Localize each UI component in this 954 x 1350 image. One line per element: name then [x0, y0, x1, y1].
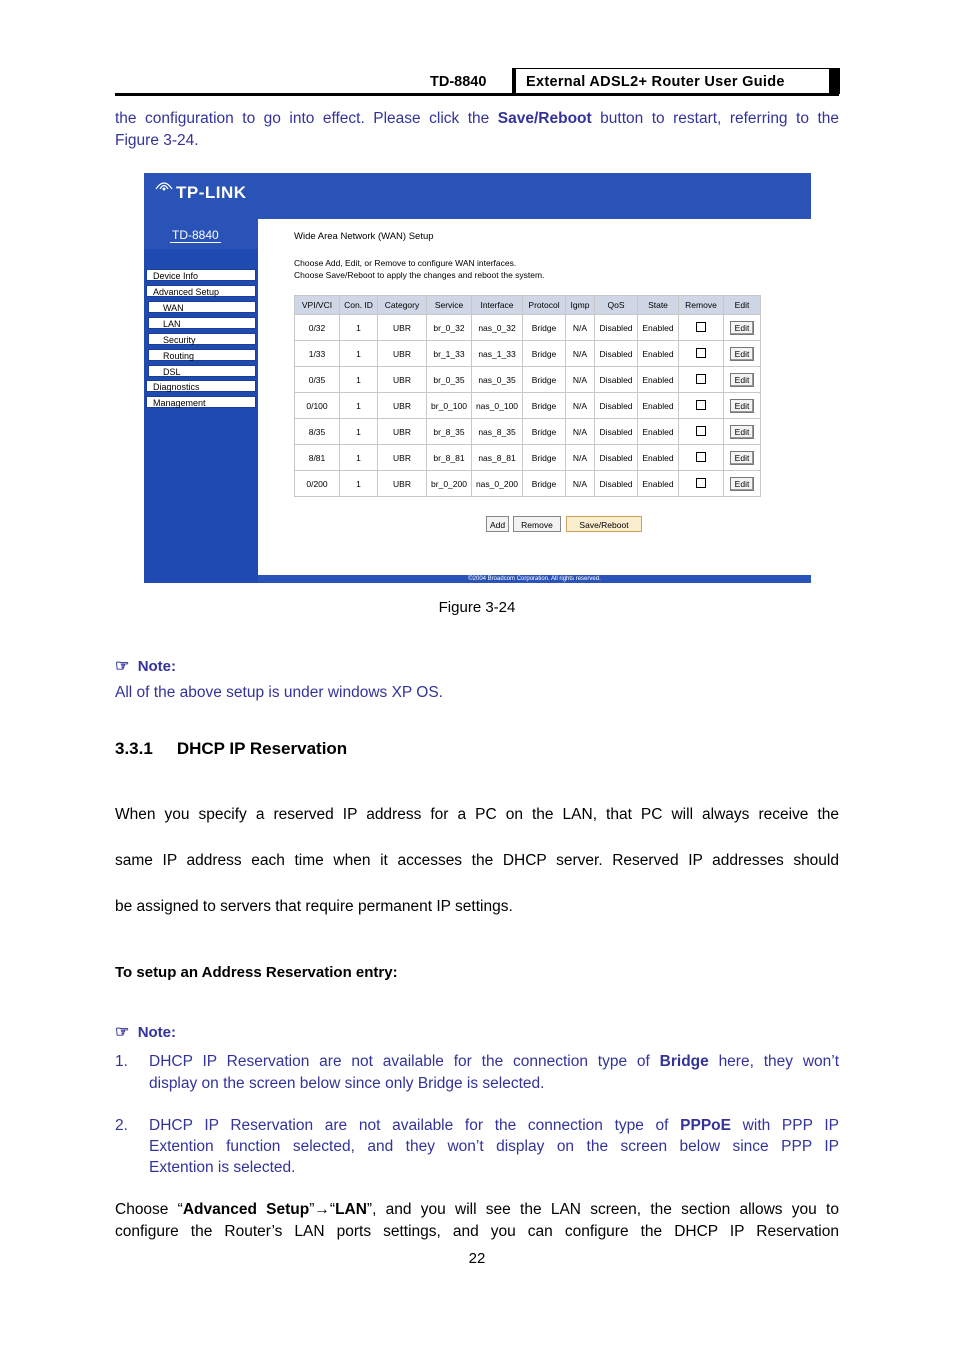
table-cell: N/A — [566, 471, 594, 496]
menu-advanced-setup[interactable]: Advanced Setup — [146, 285, 256, 297]
add-button[interactable]: Add — [486, 516, 509, 532]
menu-dsl[interactable]: DSL — [148, 365, 256, 377]
note2-item1-line1: DHCP IP Reservation are not available for the connection type of Bridge here, they won’t — [149, 1053, 840, 1070]
table-cell: 1/33 — [295, 341, 339, 366]
note2-item1-number: 1. — [115, 1053, 128, 1070]
setup-heading: To setup an Address Reservation entry: — [115, 964, 398, 981]
table-cell: Bridge — [523, 367, 565, 392]
remove-cell — [679, 341, 723, 366]
intro-line1: the configuration to go into effect. Please click the Save/Reboot button to restart, referring to the — [115, 110, 839, 127]
table-cell: br_8_81 — [427, 445, 471, 470]
table-cell: N/A — [566, 445, 594, 470]
edit-cell — [724, 393, 760, 418]
table-cell: UBR — [378, 471, 426, 496]
table-cell: 1 — [340, 341, 377, 366]
table-cell: Enabled — [638, 445, 678, 470]
note2-item2-line1: DHCP IP Reservation are not available for the connection type of PPPoE with PPP IP — [149, 1117, 839, 1134]
table-cell: nas_8_81 — [472, 445, 522, 470]
edit-button[interactable]: Edit — [730, 347, 755, 361]
table-cell: nas_0_35 — [472, 367, 522, 392]
para1-line3: be assigned to servers that require permanent IP settings. — [115, 898, 513, 915]
table-cell: UBR — [378, 367, 426, 392]
col-igmp: Igmp — [566, 296, 594, 314]
edit-cell — [724, 419, 760, 444]
note2-item1-line2: display on the screen below since only Bridge is selected. — [149, 1075, 545, 1092]
table-cell: br_0_35 — [427, 367, 471, 392]
table-cell: Disabled — [595, 341, 637, 366]
edit-button[interactable]: Edit — [730, 399, 755, 413]
table-cell: 1 — [340, 445, 377, 470]
col-interface: Interface — [472, 296, 522, 314]
table-cell: nas_0_32 — [472, 315, 522, 340]
table-cell: Bridge — [523, 445, 565, 470]
table-cell: 1 — [340, 471, 377, 496]
section-heading: 3.3.1 DHCP IP Reservation — [115, 739, 348, 758]
note2-item2-line2: Extention function selected, and they won’t display on the screen below since PPP IP — [149, 1138, 839, 1155]
table-cell: N/A — [566, 393, 594, 418]
final-line2: configure the Router’s LAN ports settings, and you can configure the DHCP IP Reservation — [115, 1223, 839, 1240]
table-cell: 1 — [340, 367, 377, 392]
col-edit: Edit — [724, 296, 760, 314]
table-cell: Enabled — [638, 471, 678, 496]
remove-button[interactable]: Remove — [513, 516, 561, 532]
table-cell: br_1_33 — [427, 341, 471, 366]
tp-link-logo: TP-LINK — [176, 183, 247, 202]
menu-device-info[interactable]: Device Info — [146, 269, 256, 281]
note1-heading: ☞ Note: — [115, 658, 177, 675]
remove-cell — [679, 367, 723, 392]
table-row — [295, 341, 760, 366]
remove-checkbox[interactable] — [696, 426, 706, 436]
table-cell: br_0_32 — [427, 315, 471, 340]
edit-button[interactable]: Edit — [730, 321, 755, 335]
table-cell: 8/35 — [295, 419, 339, 444]
menu-security[interactable]: Security — [148, 333, 256, 345]
col-service: Service — [427, 296, 471, 314]
table-cell: 0/32 — [295, 315, 339, 340]
edit-button[interactable]: Edit — [730, 477, 755, 491]
remove-checkbox[interactable] — [696, 322, 706, 332]
edit-cell — [724, 445, 760, 470]
table-cell: br_0_200 — [427, 471, 471, 496]
table-cell: br_0_100 — [427, 393, 471, 418]
table-row — [295, 315, 760, 340]
edit-button[interactable]: Edit — [730, 425, 755, 439]
remove-cell — [679, 315, 723, 340]
model-badge: TD-8840 — [172, 228, 219, 242]
header-title: External ADSL2+ Router User Guide — [526, 74, 785, 90]
col-remove: Remove — [679, 296, 723, 314]
wan-setup-description: Choose Add, Edit, or Remove to configure WAN interfaces. Choose Save/Reboot to apply the changes and reboot the system. — [294, 258, 545, 280]
table-row — [295, 445, 760, 470]
table-cell: Disabled — [595, 393, 637, 418]
table-cell: 0/35 — [295, 367, 339, 392]
col-category: Category — [378, 296, 426, 314]
intro-line2: Figure 3-24. — [115, 132, 199, 149]
remove-cell — [679, 445, 723, 470]
table-cell: 0/100 — [295, 393, 339, 418]
table-row — [295, 471, 760, 496]
table-cell: 1 — [340, 393, 377, 418]
table-cell: 1 — [340, 315, 377, 340]
edit-cell — [724, 367, 760, 392]
remove-cell — [679, 471, 723, 496]
table-cell: nas_0_200 — [472, 471, 522, 496]
edit-cell — [724, 471, 760, 496]
col-vpi-vci: VPI/VCI — [295, 296, 339, 314]
table-cell: nas_8_35 — [472, 419, 522, 444]
table-cell: UBR — [378, 445, 426, 470]
table-cell: N/A — [566, 419, 594, 444]
menu-diagnostics[interactable]: Diagnostics — [146, 380, 256, 392]
table-cell: Disabled — [595, 315, 637, 340]
table-row — [295, 367, 760, 392]
table-row — [295, 393, 760, 418]
table-cell: UBR — [378, 393, 426, 418]
table-cell: N/A — [566, 367, 594, 392]
pointing-hand-icon: ☞ — [115, 658, 130, 675]
edit-button[interactable]: Edit — [730, 373, 755, 387]
table-cell: Disabled — [595, 367, 637, 392]
remove-checkbox[interactable] — [696, 348, 706, 358]
copyright-footer: ©2004 Broadcom Corporation. All rights reserved. — [258, 575, 811, 583]
remove-checkbox[interactable] — [696, 452, 706, 462]
table-cell: Enabled — [638, 393, 678, 418]
router-screenshot — [144, 173, 811, 583]
table-header-row — [295, 296, 760, 314]
table-cell: Enabled — [638, 315, 678, 340]
table-cell: br_8_35 — [427, 419, 471, 444]
remove-checkbox[interactable] — [696, 400, 706, 410]
table-cell: N/A — [566, 315, 594, 340]
table-cell: UBR — [378, 341, 426, 366]
header-rule — [115, 93, 839, 96]
table-cell: 0/200 — [295, 471, 339, 496]
table-cell: 8/81 — [295, 445, 339, 470]
figure-caption: Figure 3-24 — [438, 599, 516, 616]
col-con-id: Con. ID — [340, 296, 377, 314]
header-model: TD-8840 — [430, 74, 487, 90]
note1-text: All of the above setup is under windows XP OS. — [115, 684, 443, 701]
col-state: State — [638, 296, 678, 314]
table-cell: nas_1_33 — [472, 341, 522, 366]
pointing-hand-icon: ☞ — [115, 1024, 130, 1041]
remove-checkbox[interactable] — [696, 374, 706, 384]
table-cell: Enabled — [638, 367, 678, 392]
edit-cell — [724, 315, 760, 340]
final-line1: Choose “Advanced Setup”→“LAN”, and you will see the LAN screen, the section allows you to — [115, 1201, 839, 1218]
table-cell: nas_0_100 — [472, 393, 522, 418]
menu-management[interactable]: Management — [146, 396, 256, 408]
remove-checkbox[interactable] — [696, 478, 706, 488]
note2-item2-line3: Extention is selected. — [149, 1159, 296, 1176]
menu-lan[interactable]: LAN — [148, 317, 256, 329]
table-cell: Bridge — [523, 393, 565, 418]
remove-cell — [679, 419, 723, 444]
table-cell: UBR — [378, 419, 426, 444]
remove-cell — [679, 393, 723, 418]
table-cell: Disabled — [595, 445, 637, 470]
wan-setup-title: Wide Area Network (WAN) Setup — [294, 231, 434, 242]
table-cell: Bridge — [523, 419, 565, 444]
col-protocol: Protocol — [523, 296, 565, 314]
table-cell: Bridge — [523, 471, 565, 496]
table-row — [295, 419, 760, 444]
edit-cell — [724, 341, 760, 366]
table-cell: UBR — [378, 315, 426, 340]
table-cell: Disabled — [595, 419, 637, 444]
col-qos: QoS — [595, 296, 637, 314]
menu-routing[interactable]: Routing — [148, 349, 256, 361]
table-cell: Bridge — [523, 341, 565, 366]
wan-table — [294, 295, 761, 497]
table-cell: Bridge — [523, 315, 565, 340]
menu-wan[interactable]: WAN — [148, 301, 256, 313]
wireless-icon — [154, 175, 174, 191]
edit-button[interactable]: Edit — [730, 451, 755, 465]
table-cell: Disabled — [595, 471, 637, 496]
note2-heading: ☞ Note: — [115, 1024, 177, 1041]
para1-line2: same IP address each time when it accesses the DHCP server. Reserved IP addresses should — [115, 852, 839, 869]
table-cell: 1 — [340, 419, 377, 444]
table-cell: Enabled — [638, 341, 678, 366]
page-number: 22 — [468, 1250, 486, 1267]
save-reboot-button[interactable]: Save/Reboot — [566, 516, 642, 532]
table-cell: Enabled — [638, 419, 678, 444]
footer-bar-left — [144, 575, 258, 583]
para1-line1: When you specify a reserved IP address for a PC on the LAN, that PC will always receive the — [115, 806, 839, 823]
note2-item2-number: 2. — [115, 1117, 128, 1134]
table-cell: N/A — [566, 341, 594, 366]
save-reboot-bold: Save/Reboot — [497, 110, 592, 127]
